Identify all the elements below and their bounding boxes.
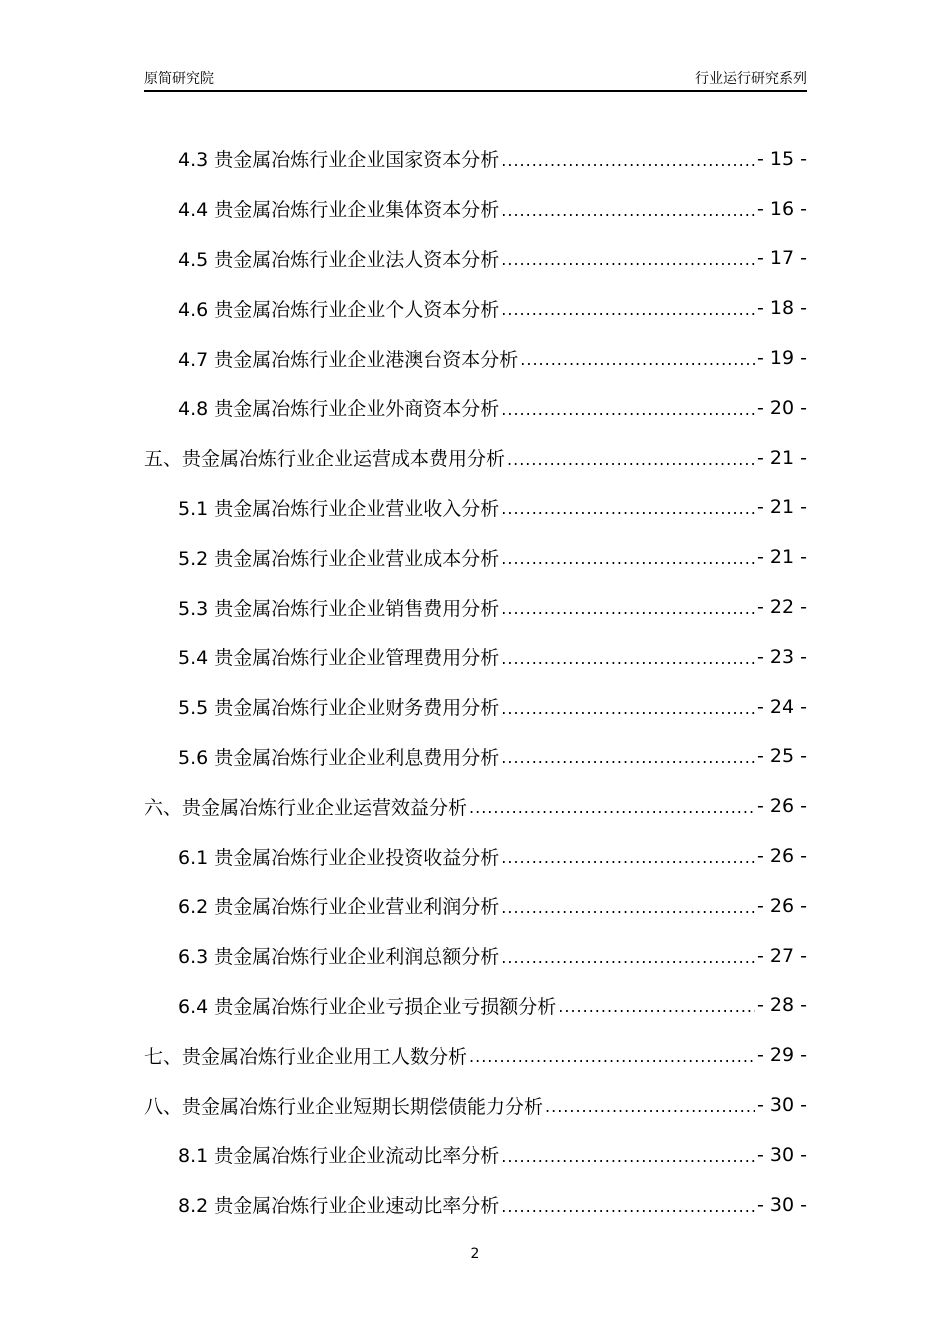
toc-entry[interactable]: [144, 483, 807, 533]
toc-entry-title: 5.4 贵金属冶炼行业企业管理费用分析: [178, 647, 500, 670]
toc-entry[interactable]: [144, 383, 807, 433]
toc-entry[interactable]: [144, 433, 807, 483]
table-of-contents: [144, 134, 807, 1230]
toc-entry-page: - 28 -: [757, 994, 807, 1017]
dot-leader: [501, 300, 755, 333]
dot-leader: [501, 699, 755, 732]
toc-entry-page: - 26 -: [757, 845, 807, 868]
toc-entry[interactable]: [144, 632, 807, 682]
dot-leader: [501, 201, 755, 234]
toc-entry-page: - 25 -: [757, 745, 807, 768]
toc-entry[interactable]: [144, 333, 807, 383]
toc-entry-page: - 26 -: [757, 894, 807, 917]
toc-entry-title: 8.1 贵金属冶炼行业企业流动比率分析: [178, 1145, 500, 1168]
toc-entry-page: - 26 -: [757, 795, 807, 818]
toc-entry[interactable]: [144, 1130, 807, 1180]
toc-entry[interactable]: [144, 184, 807, 234]
toc-entry-page: - 24 -: [757, 695, 807, 718]
toc-entry-title: 5.5 贵金属冶炼行业企业财务费用分析: [178, 697, 500, 720]
toc-entry-page: - 17 -: [757, 247, 807, 270]
toc-entry-page: - 23 -: [757, 645, 807, 668]
dot-leader: [501, 1147, 755, 1180]
toc-entry-page: - 30 -: [757, 1143, 807, 1166]
toc-entry-page: - 22 -: [757, 596, 807, 619]
toc-entry-page: - 30 -: [757, 1094, 807, 1117]
toc-entry[interactable]: [144, 931, 807, 981]
toc-entry-page: - 21 -: [757, 496, 807, 519]
dot-leader: [501, 748, 755, 781]
dot-leader: [501, 649, 755, 682]
dot-leader: [501, 948, 755, 981]
toc-entry-title: 4.5 贵金属冶炼行业企业法人资本分析: [178, 248, 500, 271]
dot-leader: [501, 151, 755, 184]
toc-entry-page: - 19 -: [757, 347, 807, 370]
toc-entry[interactable]: [144, 682, 807, 732]
toc-entry-page: - 16 -: [757, 197, 807, 220]
dot-leader: [501, 599, 755, 632]
toc-entry-page: - 18 -: [757, 297, 807, 320]
toc-entry[interactable]: [144, 582, 807, 632]
toc-entry-title: 六、贵金属冶炼行业企业运营效益分析: [144, 796, 468, 819]
toc-entry[interactable]: [144, 831, 807, 881]
dot-leader: [501, 250, 755, 283]
toc-entry[interactable]: [144, 1080, 807, 1130]
toc-entry[interactable]: [144, 981, 807, 1031]
dot-leader: [501, 400, 755, 433]
toc-entry[interactable]: [144, 781, 807, 831]
toc-entry-title: 6.3 贵金属冶炼行业企业利润总额分析: [178, 946, 500, 969]
toc-entry-title: 4.8 贵金属冶炼行业企业外商资本分析: [178, 398, 500, 421]
dot-leader: [520, 350, 755, 383]
toc-entry[interactable]: [144, 881, 807, 931]
page-header: [144, 66, 807, 92]
header-right: 行业运行研究系列: [695, 71, 807, 87]
header-left: 原简研究院: [144, 71, 214, 87]
toc-entry[interactable]: [144, 732, 807, 782]
dot-leader: [501, 898, 755, 931]
dot-leader: [507, 450, 755, 483]
toc-entry-title: 4.7 贵金属冶炼行业企业港澳台资本分析: [178, 348, 519, 371]
dot-leader: [501, 499, 755, 532]
toc-entry[interactable]: [144, 532, 807, 582]
toc-entry-title: 5.1 贵金属冶炼行业企业营业收入分析: [178, 497, 500, 520]
toc-entry-title: 8.2 贵金属冶炼行业企业速动比率分析: [178, 1195, 500, 1218]
dot-leader: [469, 1047, 755, 1080]
dot-leader: [501, 1197, 755, 1230]
toc-entry-title: 4.4 贵金属冶炼行业企业集体资本分析: [178, 199, 500, 222]
toc-entry[interactable]: [144, 234, 807, 284]
toc-entry-title: 6.1 贵金属冶炼行业企业投资收益分析: [178, 846, 500, 869]
toc-entry[interactable]: [144, 283, 807, 333]
dot-leader: [501, 549, 755, 582]
toc-entry-title: 5.6 贵金属冶炼行业企业利息费用分析: [178, 746, 500, 769]
page-number: 2: [470, 1246, 480, 1262]
toc-entry-title: 七、贵金属冶炼行业企业用工人数分析: [144, 1045, 468, 1068]
toc-entry-page: - 20 -: [757, 396, 807, 419]
toc-entry-title: 5.2 贵金属冶炼行业企业营业成本分析: [178, 547, 500, 570]
dot-leader: [558, 997, 755, 1030]
dot-leader: [501, 848, 755, 881]
toc-entry-page: - 15 -: [757, 147, 807, 170]
toc-entry-page: - 21 -: [757, 446, 807, 469]
toc-entry[interactable]: [144, 1180, 807, 1230]
toc-entry-page: - 30 -: [757, 1193, 807, 1216]
toc-entry-title: 6.2 贵金属冶炼行业企业营业利润分析: [178, 896, 500, 919]
toc-entry-page: - 29 -: [757, 1044, 807, 1067]
toc-entry-title: 4.3 贵金属冶炼行业企业国家资本分析: [178, 149, 500, 172]
dot-leader: [545, 1097, 755, 1130]
toc-entry[interactable]: [144, 134, 807, 184]
toc-entry-title: 4.6 贵金属冶炼行业企业个人资本分析: [178, 298, 500, 321]
dot-leader: [469, 798, 755, 831]
toc-entry-page: - 27 -: [757, 944, 807, 967]
toc-entry-page: - 21 -: [757, 546, 807, 569]
toc-entry-title: 5.3 贵金属冶炼行业企业销售费用分析: [178, 597, 500, 620]
toc-entry-title: 五、贵金属冶炼行业企业运营成本费用分析: [144, 448, 506, 471]
toc-entry-title: 八、贵金属冶炼行业企业短期长期偿债能力分析: [144, 1095, 544, 1118]
toc-entry[interactable]: [144, 1030, 807, 1080]
toc-entry-title: 6.4 贵金属冶炼行业企业亏损企业亏损额分析: [178, 995, 557, 1018]
